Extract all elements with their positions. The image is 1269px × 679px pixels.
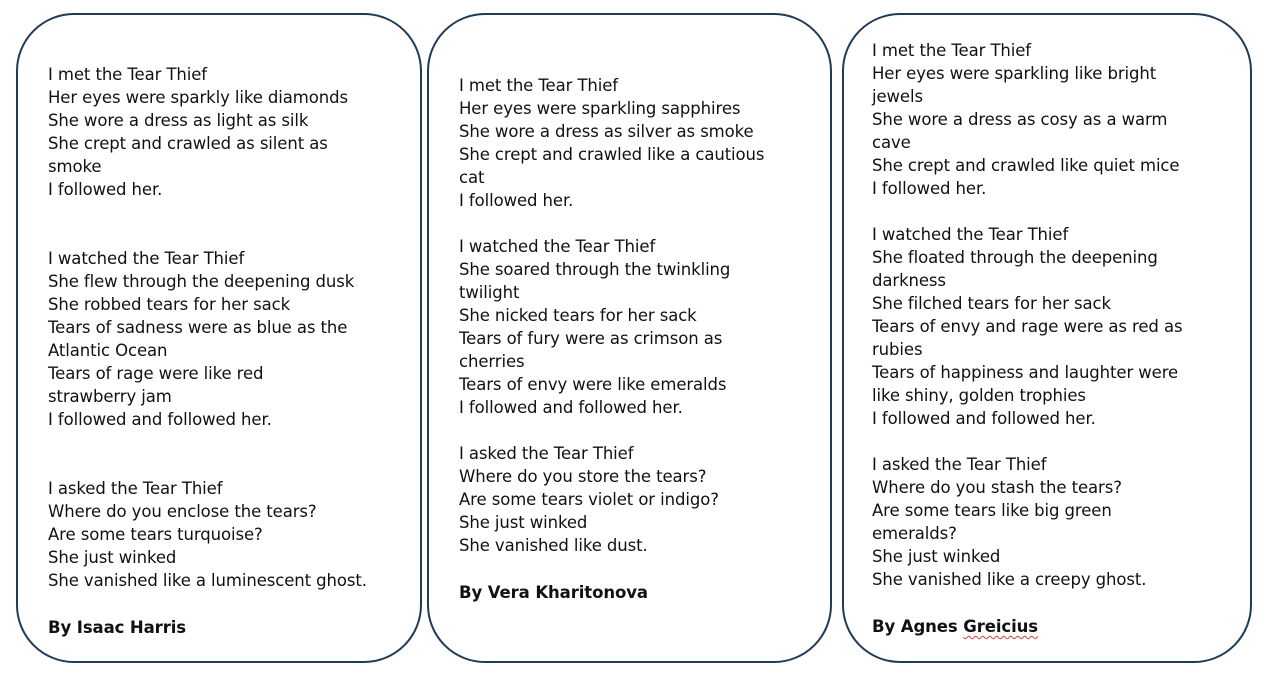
- poem-line: cave: [872, 133, 911, 152]
- poem-line: I followed her.: [872, 179, 987, 198]
- author-surname-spellcheck: Greicius: [963, 617, 1038, 636]
- poem-line: Her eyes were sparkly like diamonds: [48, 88, 348, 107]
- poem-line: She crept and crawled like a cautious: [459, 145, 765, 164]
- poem-line: She just winked: [48, 548, 177, 567]
- poem-line: I followed and followed her.: [459, 398, 683, 417]
- poem-line: Are some tears like big green: [872, 501, 1112, 520]
- poem-line: darkness: [872, 271, 946, 290]
- poem-line: Tears of sadness were as blue as the: [48, 318, 348, 337]
- poem-line: Tears of fury were as crimson as: [459, 329, 723, 348]
- stanza-gap: [459, 419, 812, 442]
- poem-line: I asked the Tear Thief: [872, 455, 1047, 474]
- poem-line: Her eyes were sparkling like bright: [872, 64, 1157, 83]
- stanza-gap: [872, 200, 1236, 223]
- poem-line: Where do you enclose the tears?: [48, 502, 317, 521]
- poem-line: rubies: [872, 340, 923, 359]
- poem-line: Her eyes were sparkling sapphires: [459, 99, 741, 118]
- poem-line: She nicked tears for her sack: [459, 306, 697, 325]
- stanza-gap: [872, 430, 1236, 453]
- poem-line: She filched tears for her sack: [872, 294, 1111, 313]
- poem-line: I asked the Tear Thief: [48, 479, 223, 498]
- poem-line: She just winked: [459, 513, 588, 532]
- poem-line: Where do you store the tears?: [459, 467, 707, 486]
- stanza-gap: [48, 431, 402, 477]
- author-gap: [872, 591, 1236, 615]
- poem-line: I met the Tear Thief: [872, 41, 1032, 60]
- poem-line: like shiny, golden trophies: [872, 386, 1086, 405]
- poem-line: I followed and followed her.: [48, 410, 272, 429]
- stanza-gap: [48, 201, 402, 247]
- poem-line: She wore a dress as light as silk: [48, 111, 309, 130]
- poem-card-vera-kharitonova: [427, 13, 832, 663]
- poem-line: I watched the Tear Thief: [459, 237, 656, 256]
- author-gap: [48, 592, 402, 616]
- poem-line: I asked the Tear Thief: [459, 444, 634, 463]
- poem-line: She crept and crawled as silent as: [48, 134, 328, 153]
- poem-line: I met the Tear Thief: [459, 76, 619, 95]
- poem-line: smoke: [48, 157, 102, 176]
- poem-author: By Vera Kharitonova: [459, 583, 648, 602]
- poem-line: She soared through the twinkling: [459, 260, 731, 279]
- author-gap: [459, 557, 812, 581]
- poem-line: She flew through the deepening dusk: [48, 272, 355, 291]
- poem-line: Tears of rage were like red: [48, 364, 264, 383]
- poem-line: I followed and followed her.: [872, 409, 1096, 428]
- poem-line: She vanished like dust.: [459, 536, 648, 555]
- poem-author: By Isaac Harris: [48, 618, 187, 637]
- poem-line: strawberry jam: [48, 387, 172, 406]
- poem-card-isaac-harris: [16, 13, 422, 663]
- poem-line: Atlantic Ocean: [48, 341, 168, 360]
- poem-line: I followed her.: [48, 180, 163, 199]
- poem-body: [459, 74, 812, 604]
- poem-body: [872, 39, 1236, 638]
- poem-line: She robbed tears for her sack: [48, 295, 291, 314]
- poem-line: jewels: [872, 87, 923, 106]
- poem-line: Tears of happiness and laughter were: [872, 363, 1179, 382]
- poem-line: She just winked: [872, 547, 1001, 566]
- poem-line: Tears of envy and rage were as red as: [872, 317, 1183, 336]
- poem-line: She crept and crawled like quiet mice: [872, 156, 1180, 175]
- poem-line: I met the Tear Thief: [48, 65, 208, 84]
- poem-line: I watched the Tear Thief: [48, 249, 245, 268]
- poem-line: Where do you stash the tears?: [872, 478, 1122, 497]
- poem-author: [872, 615, 1236, 638]
- author-prefix: By Agnes: [872, 617, 964, 636]
- poem-line: Tears of envy were like emeralds: [459, 375, 727, 394]
- poem-line: I followed her.: [459, 191, 574, 210]
- poem-card-agnes-greicius: [842, 13, 1252, 663]
- poem-body: [48, 63, 402, 639]
- poem-line: emeralds?: [872, 524, 957, 543]
- poem-line: cherries: [459, 352, 525, 371]
- stanza-gap: [459, 212, 812, 235]
- poem-line: She vanished like a luminescent ghost.: [48, 571, 367, 590]
- poem-line: She vanished like a creepy ghost.: [872, 570, 1147, 589]
- poem-line: I watched the Tear Thief: [872, 225, 1069, 244]
- poem-line: twilight: [459, 283, 520, 302]
- poem-line: Are some tears turquoise?: [48, 525, 263, 544]
- poem-line: cat: [459, 168, 485, 187]
- poem-line: Are some tears violet or indigo?: [459, 490, 719, 509]
- poem-line: She wore a dress as silver as smoke: [459, 122, 754, 141]
- poem-line: She floated through the deepening: [872, 248, 1158, 267]
- poem-line: She wore a dress as cosy as a warm: [872, 110, 1168, 129]
